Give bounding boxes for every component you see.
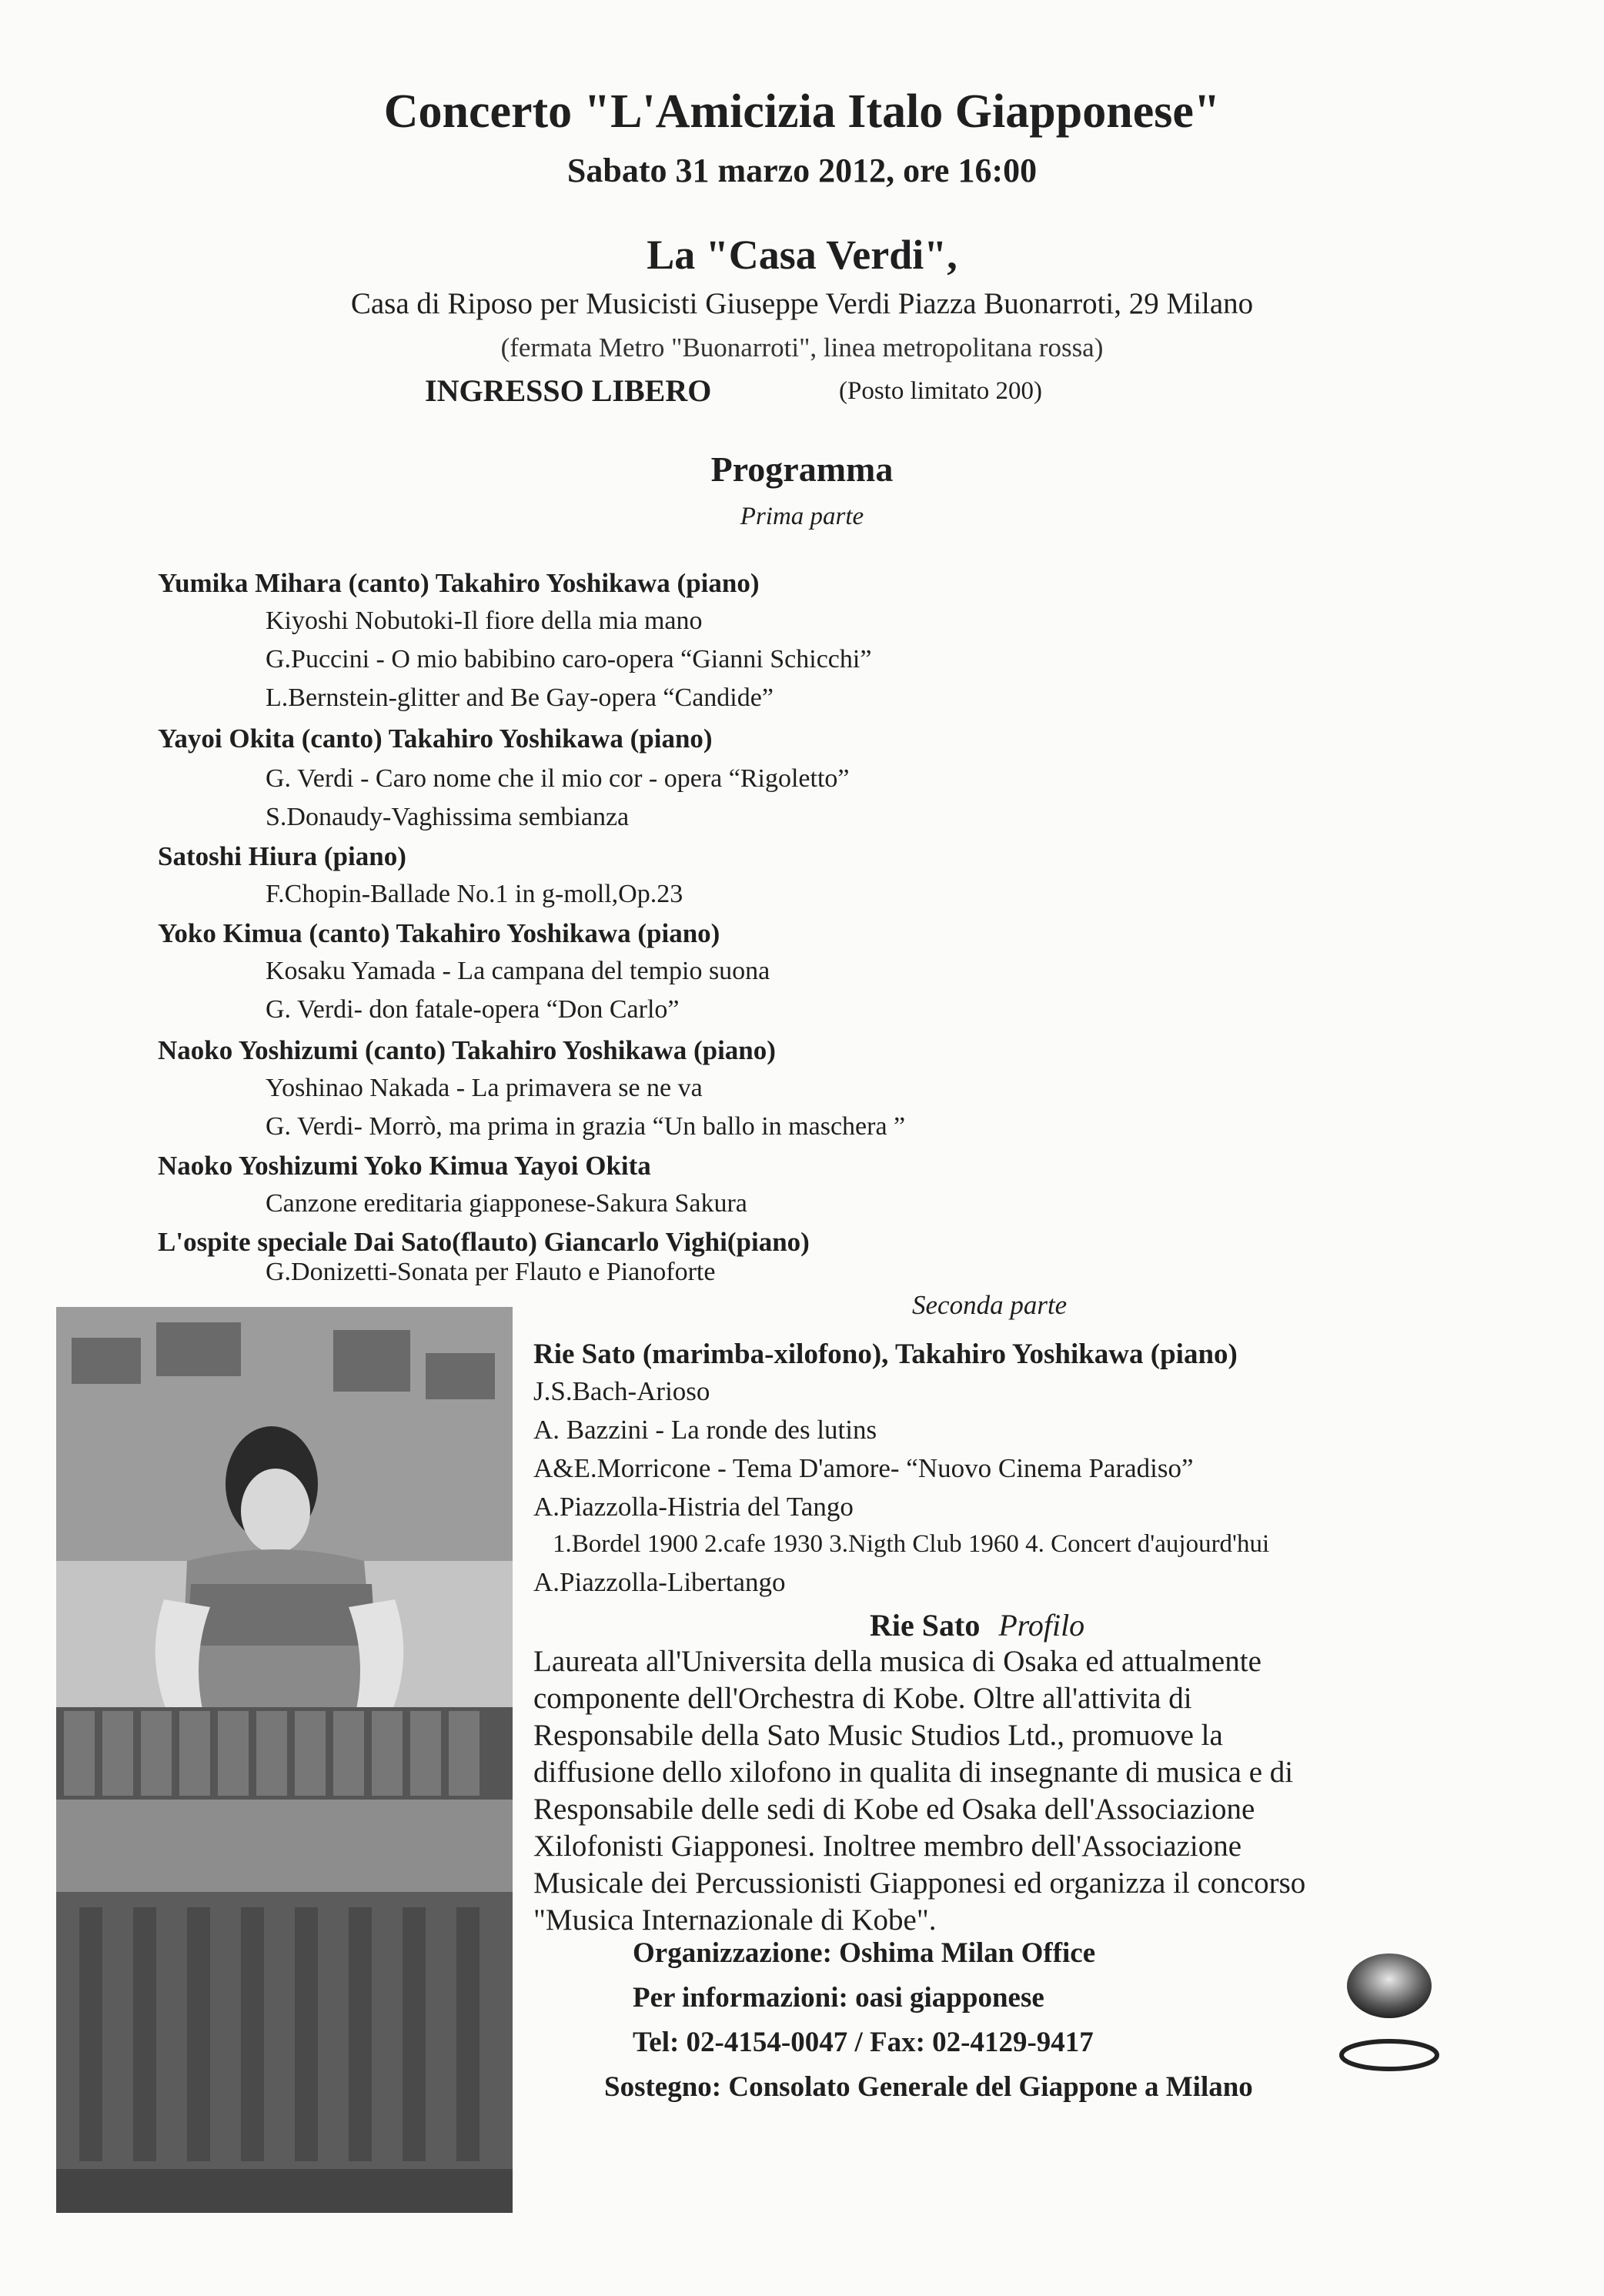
bio-line: Laureata all'Universita della musica di Osaka ed attualmente (533, 1645, 1261, 1678)
concert-date: Sabato 31 marzo 2012, ore 16:00 (566, 152, 1038, 189)
performer-line: Yoko Kimua (canto) Takahiro Yoshikawa (piano) (158, 918, 720, 948)
piece-line: J.S.Bach-Arioso (533, 1376, 710, 1406)
bio-line: "Musica Internazionale di Kobe". (533, 1903, 937, 1937)
bio-line: Responsabile delle sedi di Kobe ed Osaka dell'Associazione (533, 1793, 1255, 1826)
bio-line: Responsabile della Sato Music Studios Ltd., promuove la (533, 1719, 1223, 1752)
piece-line: Kosaku Yamada - La campana del tempio suona (266, 957, 770, 985)
performer-line: Rie Sato (marimba-xilofono), Takahiro Yoshikawa (piano) (533, 1338, 1238, 1370)
marimba-player-image (56, 1307, 513, 2213)
piece-line: A.Piazzolla-Libertango (533, 1567, 786, 1597)
entry-free: INGRESSO LIBERO (425, 373, 712, 408)
venue-address: Casa di Riposo per Musicisti Giuseppe Verdi Piazza Buonarroti, 29 Milano (350, 287, 1254, 320)
performer-line: L'ospite speciale Dai Sato(flauto) Giancarlo Vighi(piano) (158, 1227, 810, 1257)
metro-info: (fermata Metro "Buonarroti", linea metropolitana rossa) (500, 333, 1104, 363)
piece-line: A. Bazzini - La ronde des lutins (533, 1415, 877, 1445)
bio-line: Musicale dei Percussionisti Giapponesi ed organizza il concorso (533, 1867, 1306, 1900)
organizer: Organizzazione: Oshima Milan Office (633, 1937, 1096, 1969)
first-part-label: Prima parte (740, 503, 864, 530)
concert-title: Concerto "L'Amicizia Italo Giapponese" (383, 85, 1221, 138)
piece-line: S.Donaudy-Vaghissima sembianza (266, 803, 630, 831)
piece-line: G.Donizetti-Sonata per Flauto e Pianoforte (266, 1258, 716, 1286)
piece-line: 1.Bordel 1900 2.cafe 1930 3.Nigth Club 1960 4. Concert d'aujourd'hui (553, 1530, 1270, 1558)
performer-line: Naoko Yoshizumi (canto) Takahiro Yoshikawa (piano) (158, 1035, 776, 1065)
piece-line: A.Piazzolla-Histria del Tango (533, 1492, 854, 1522)
bio-line: componente dell'Orchestra di Kobe. Oltre all'attivita di (533, 1682, 1192, 1715)
performer-line: Satoshi Hiura (piano) (158, 841, 406, 871)
performer-photo (56, 1307, 513, 2213)
piece-line: Canzone ereditaria giapponese-Sakura Sakura (266, 1189, 747, 1218)
profile-name: Rie Sato (870, 1608, 981, 1643)
profile-heading (870, 1607, 1084, 1643)
contact-line: Tel: 02-4154-0047 / Fax: 02-4129-9417 (633, 2027, 1094, 2058)
performer-line: Yayoi Okita (canto) Takahiro Yoshikawa (piano) (158, 724, 713, 754)
logo-icon (1335, 1940, 1443, 2078)
piece-line: G. Verdi - Caro nome che il mio cor - opera “Rigoletto” (266, 764, 850, 793)
performer-line: Naoko Yoshizumi Yoko Kimua Yayoi Okita (158, 1151, 651, 1181)
piece-line: Kiyoshi Nobutoki-Il fiore della mia mano (266, 607, 703, 635)
sponsor-line: Sostegno: Consolato Generale del Giappone a Milano (604, 2071, 1253, 2103)
piece-line: G. Verdi- Morrò, ma prima in grazia “Un ballo in maschera ” (266, 1112, 906, 1141)
bio-line: Xilofonisti Giapponesi. Inoltree membro dell'Associazione (533, 1830, 1242, 1863)
piece-line: Yoshinao Nakada - La primavera se ne va (266, 1074, 703, 1102)
info-line: Per informazioni: oasi giapponese (633, 1982, 1044, 2014)
seat-limit: (Posto limitato 200) (839, 377, 1042, 405)
program-heading: Programma (710, 450, 894, 489)
performer-line: Yumika Mihara (canto) Takahiro Yoshikawa (piano) (158, 568, 760, 598)
piece-line: G.Puccini - O mio babibino caro-opera “Gianni Schicchi” (266, 645, 872, 673)
piece-line: F.Chopin-Ballade No.1 in g-moll,Op.23 (266, 880, 683, 908)
piece-line: L.Bernstein-glitter and Be Gay-opera “Candide” (266, 683, 774, 712)
venue-name: La "Casa Verdi", (647, 232, 957, 278)
piece-line: A&E.Morricone - Tema D'amore- “Nuovo Cinema Paradiso” (533, 1453, 1194, 1483)
piece-line: G. Verdi- don fatale-opera “Don Carlo” (266, 995, 680, 1024)
second-part-label: Seconda parte (912, 1290, 1068, 1320)
profile-label: Profilo (998, 1608, 1085, 1643)
bio-line: diffusione dello xilofono in qualita di insegnante di musica e di (533, 1756, 1294, 1789)
